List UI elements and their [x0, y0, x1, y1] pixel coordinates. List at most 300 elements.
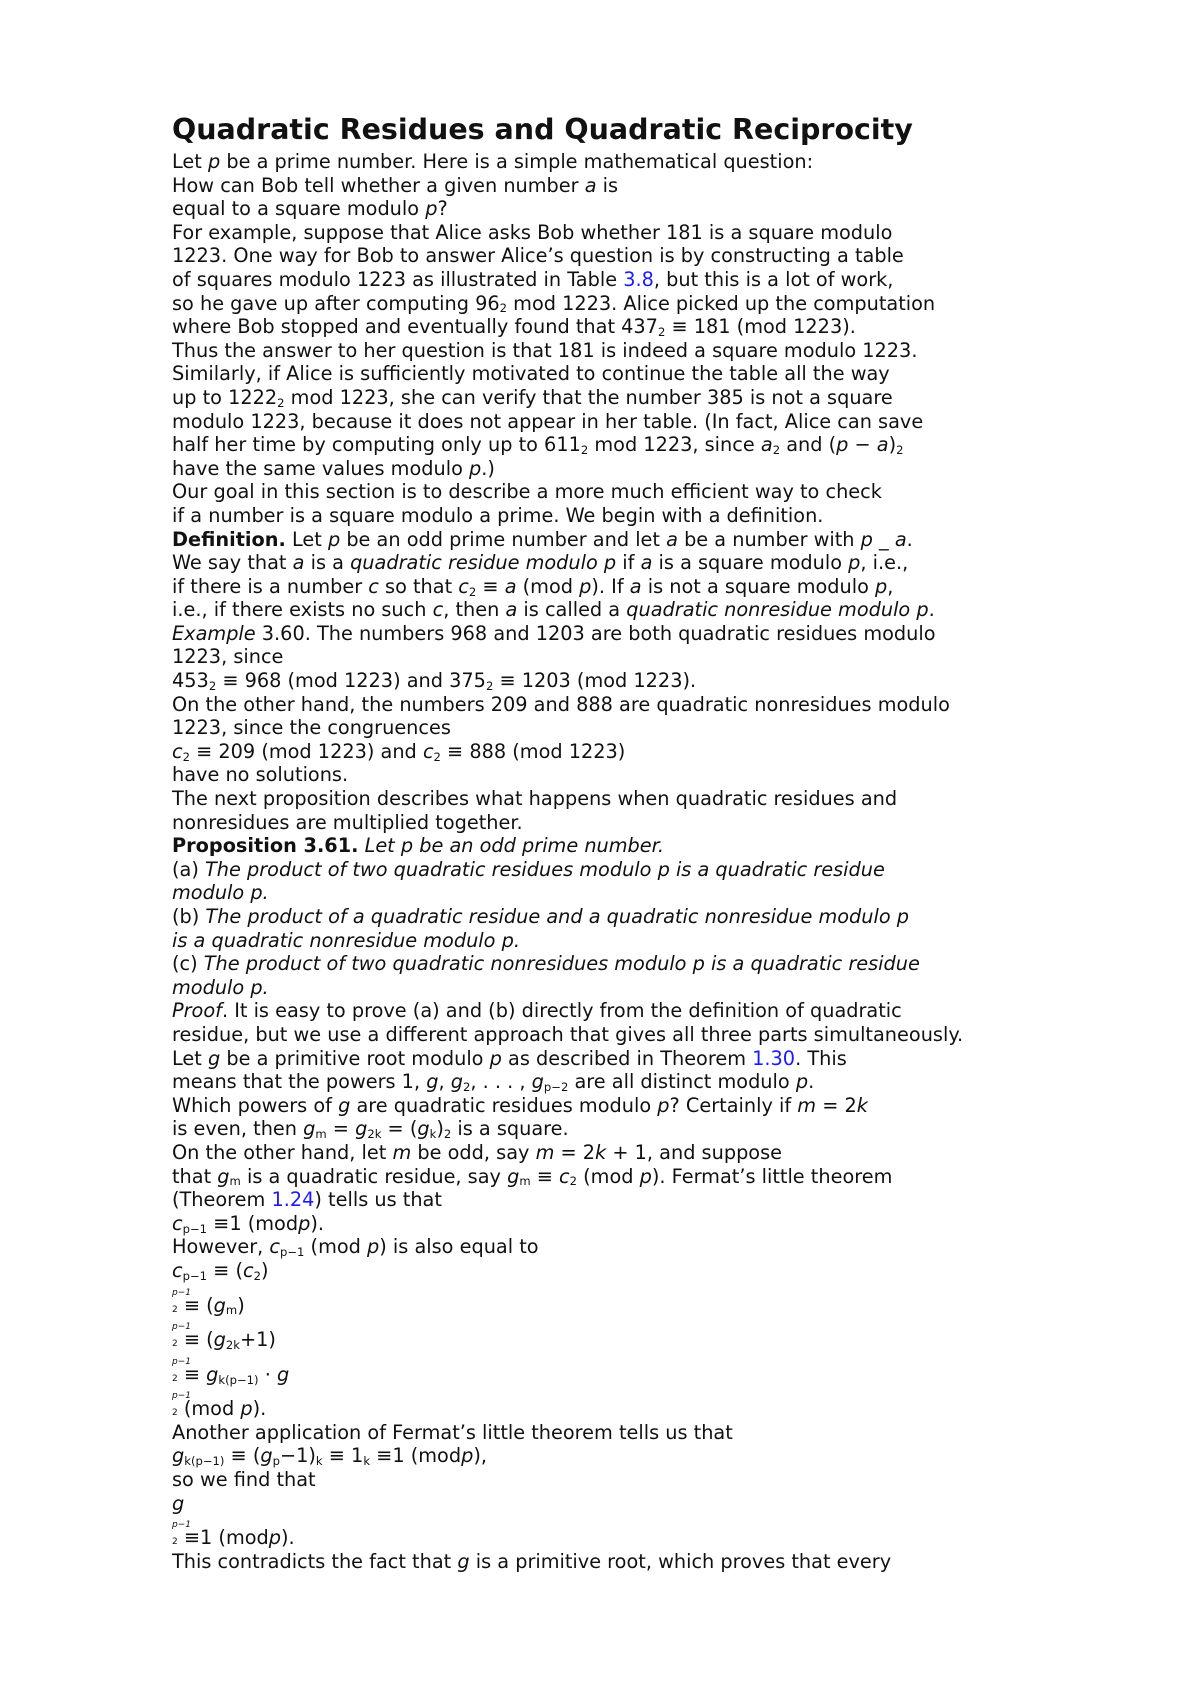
italic-fragment: g [507, 1164, 520, 1188]
text-fragment: ≡ 181 (mod 1223). [665, 315, 856, 339]
cross-reference-link[interactable]: 3.8 [623, 267, 654, 291]
text-fragment: 2 [172, 1304, 178, 1315]
subscript-fragment: 2 [580, 443, 589, 458]
subscript-fragment: m [519, 1174, 531, 1189]
italic-fragment: g [213, 1328, 226, 1352]
subscript-fragment: 2 [896, 443, 904, 458]
text-fragment: ) is also equal to [379, 1235, 539, 1259]
italic-fragment: g [172, 1491, 185, 1515]
text-fragment: ≡ ( [207, 1258, 243, 1282]
italic-fragment: p [268, 1526, 282, 1550]
italic-fragment: k [856, 1093, 868, 1117]
subscript-fragment: 2 [443, 1127, 452, 1142]
text-fragment: Our goal in this section is to describe a more much efficient way to check [172, 480, 882, 504]
text-fragment: ≡1 (mod [370, 1444, 462, 1468]
text-fragment: is a square modulo [652, 551, 849, 575]
text-line [172, 999, 1172, 1023]
italic-fragment: g [276, 1362, 290, 1386]
text-fragment: (c) [172, 952, 204, 976]
text-fragment: up to 1222 [172, 385, 278, 409]
subscript-fragment: 2k [367, 1127, 382, 1142]
text-fragment: ≡ 209 (mod 1223) and [189, 739, 423, 763]
italic-fragment: m [535, 1140, 555, 1164]
text-line [172, 528, 1172, 552]
cross-reference-link[interactable]: 1.30 [752, 1046, 796, 1070]
text-line [172, 976, 1172, 1000]
italic-fragment: p [207, 150, 221, 173]
italic-fragment: The product of two quadratic nonresidues modulo p is a quadratic residue [203, 952, 920, 976]
text-fragment: On the other hand, the numbers 209 and 888 are quadratic nonresidues modulo [172, 692, 950, 716]
text-fragment: ≡ [530, 1164, 560, 1188]
subscript-fragment: 2 [772, 443, 781, 458]
text-fragment: . It is easy to prove (a) and (b) directly from the definition of quadratic [221, 999, 902, 1023]
text-fragment: mod 1223, she can verify that the number 385 is not a square [284, 385, 893, 409]
text-fragment: . [906, 527, 913, 551]
subscript-fragment: 2 [208, 678, 217, 693]
text-fragment: , [887, 574, 894, 598]
text-fragment: be a prime number. Here is a simple mathematical question: [220, 150, 814, 173]
text-fragment: . [928, 598, 935, 622]
italic-fragment: a [504, 574, 517, 598]
text-fragment: is even, then [172, 1117, 304, 1141]
subscript-fragment: 2 [182, 749, 190, 764]
italic-fragment: c [368, 574, 379, 598]
text-fragment: half her time by computing only up to 611 [172, 433, 581, 457]
italic-fragment: g [355, 1117, 368, 1141]
italic-fragment: p [579, 574, 592, 598]
subscript-fragment: k [315, 1454, 323, 1469]
text-line [172, 881, 1172, 905]
italic-fragment: g [172, 1444, 185, 1468]
italic-fragment: p [240, 1397, 253, 1421]
text-line [172, 905, 1172, 929]
italic-fragment: k [595, 1140, 607, 1164]
text-fragment: equal to a square modulo [172, 197, 426, 221]
text-fragment: (mod [177, 1397, 241, 1421]
text-fragment: How can Bob tell whether a given number [172, 173, 585, 197]
subscript-fragment: m [229, 1174, 241, 1189]
bold-fragment: Definition. [172, 527, 286, 551]
italic-fragment: g [303, 1117, 316, 1141]
italic-fragment: m [392, 1140, 412, 1164]
text-line [172, 362, 1172, 386]
text-fragment: be an odd prime number and let [340, 527, 667, 551]
text-fragment: + 1, and suppose [606, 1140, 783, 1164]
text-fragment: is a primitive root, which proves that every [469, 1549, 892, 1573]
italic-fragment: The product of two quadratic residues modulo p is a quadratic residue [205, 857, 885, 881]
text-fragment: ≡ ( [224, 1444, 261, 1468]
text-line [172, 221, 1172, 245]
text-fragment: ≡ 888 (mod 1223) [440, 739, 626, 763]
text-fragment: , but this is a lot of work, [653, 267, 894, 291]
text-fragment: means that the powers 1, [172, 1070, 427, 1094]
italic-fragment: quadratic nonresidue modulo p [626, 598, 929, 622]
subscript-fragment: 2 [657, 325, 666, 340]
italic-fragment: g [450, 1070, 463, 1094]
text-fragment: if [616, 551, 641, 575]
subscript-fragment: 2 [462, 1080, 471, 1095]
italic-fragment: modulo p. [172, 975, 269, 999]
text-line [172, 1421, 1172, 1445]
text-line [172, 1165, 1172, 1189]
exponent-fragment: p−1 [172, 1391, 191, 1402]
italic-fragment: Example [172, 621, 256, 645]
text-fragment: 1223, since the congruences [172, 716, 451, 740]
text-fragment: ). [252, 1397, 267, 1421]
italic-fragment: a [666, 527, 678, 551]
text-line [172, 504, 1172, 528]
text-line [172, 1328, 1172, 1352]
text-fragment: For example, suppose that Alice asks Bob whether 181 is a square modulo [172, 220, 893, 244]
italic-fragment: a [629, 574, 642, 598]
bold-fragment: Proposition 3.61. [172, 834, 359, 858]
text-line [172, 811, 1172, 835]
text-fragment: ≡1 (mod [207, 1211, 299, 1235]
italic-fragment: p [425, 197, 438, 221]
italic-fragment: c [458, 574, 469, 598]
text-fragment: ? [437, 197, 448, 221]
italic-fragment: p [461, 1444, 474, 1468]
italic-fragment: a [584, 173, 597, 197]
subscript-fragment: 2 [569, 1174, 578, 1189]
text-fragment: Let [172, 150, 208, 173]
text-fragment: (mod [516, 574, 580, 598]
text-fragment: are all distinct modulo [568, 1070, 796, 1094]
subscript-fragment: 2 [253, 1268, 261, 1283]
text-fragment: as described in Theorem [501, 1046, 753, 1070]
text-line [172, 244, 1172, 268]
text-line [172, 1386, 1172, 1402]
text-fragment: ≡ [177, 1362, 207, 1386]
document-body [172, 150, 1172, 1573]
italic-fragment: p [875, 574, 888, 598]
italic-fragment: is a quadratic nonresidue modulo p. [172, 928, 520, 952]
text-line [172, 386, 1172, 410]
exponent-fragment: p−1 [172, 1322, 191, 1333]
text-fragment: Similarly, if Alice is sufficiently motivated to continue the table all the way [172, 362, 890, 386]
subscript-fragment: 2 [499, 301, 508, 316]
text-fragment: .) [481, 456, 495, 480]
text-fragment: (mod [304, 1235, 368, 1259]
text-fragment: is a [304, 551, 351, 575]
text-fragment: be a number with [677, 527, 861, 551]
text-line [172, 740, 1172, 764]
text-fragment: Let [172, 1046, 208, 1070]
subscript-fragment: k(p−1) [184, 1454, 225, 1469]
text-fragment: residue, but we use a different approach that gives all three parts simultaneously. [172, 1022, 964, 1046]
italic-fragment: g [207, 1046, 221, 1070]
italic-fragment: a [894, 527, 907, 551]
text-line [172, 1141, 1172, 1165]
text-line [172, 693, 1172, 717]
italic-fragment: c [559, 1164, 570, 1188]
text-fragment: ) tells us that [314, 1188, 442, 1212]
text-line [172, 1259, 1172, 1283]
text-line [172, 763, 1172, 787]
text-fragment: . [808, 1070, 815, 1094]
subscript-fragment: 2 [485, 678, 494, 693]
text-fragment: Thus the answer to her question is that 181 is indeed a square modulo 1223. [172, 338, 918, 362]
text-fragment: ≡ ( [177, 1293, 214, 1317]
text-fragment: ≡ [476, 574, 505, 598]
italic-fragment: p [327, 527, 341, 551]
text-fragment: where Bob stopped and eventually found that 437 [172, 315, 658, 339]
italic-fragment: g [217, 1164, 230, 1188]
italic-fragment: g [260, 1444, 273, 1468]
subscript-fragment: m [225, 1303, 238, 1318]
text-line [172, 150, 1172, 174]
text-fragment: , [438, 1070, 451, 1094]
subscript-fragment: 2 [277, 395, 285, 410]
text-fragment: and ( [780, 433, 837, 457]
text-fragment: , then [443, 598, 506, 622]
italic-fragment: modulo p. [172, 881, 269, 905]
text-line [172, 268, 1172, 292]
text-fragment: modulo 1223, because it does not appear in her table. (In fact, Alice can save [172, 409, 924, 433]
text-fragment: We say that [172, 551, 293, 575]
subscript-fragment: 2 [468, 584, 477, 599]
text-line [172, 1212, 1172, 1236]
italic-fragment: g [426, 1070, 439, 1094]
text-fragment: ), [473, 1444, 487, 1468]
subscript-fragment: m [315, 1127, 327, 1142]
text-fragment: have the same values modulo [172, 456, 470, 480]
text-fragment: This contradicts the fact that [172, 1549, 458, 1573]
text-line [172, 952, 1172, 976]
italic-fragment: c [269, 1235, 280, 1259]
text-fragment: Which powers of [172, 1093, 339, 1117]
text-fragment: 2 [172, 1373, 178, 1384]
italic-fragment: g [338, 1093, 351, 1117]
subscript-fragment: k [363, 1454, 371, 1469]
page-title: Quadratic Residues and Quadratic Reciprocity [172, 113, 913, 146]
text-fragment: ≡ 1203 (mod 1223). [493, 669, 697, 693]
text-fragment: ≡ 1 [322, 1444, 364, 1468]
subscript-fragment: 2 [433, 749, 441, 764]
text-line [172, 622, 1172, 646]
text-line [172, 410, 1172, 434]
italic-fragment: p [657, 1093, 670, 1117]
text-line [172, 1550, 1172, 1574]
text-fragment: = 2 [554, 1140, 596, 1164]
subscript-fragment: p−2 [543, 1080, 569, 1095]
subscript-fragment: 2k [225, 1337, 240, 1352]
text-line [172, 1235, 1172, 1259]
text-line [172, 1094, 1172, 1118]
subscript-fragment: k(p−1) [218, 1372, 259, 1387]
text-fragment: ). [281, 1526, 295, 1550]
text-line [172, 575, 1172, 599]
exponent-fragment: p−1 [172, 1356, 191, 1367]
text-fragment: Let [285, 527, 328, 551]
text-line [172, 1283, 1172, 1298]
italic-fragment: Let p be an odd prime number. [364, 834, 664, 858]
italic-fragment: p [298, 1211, 311, 1235]
text-line [172, 1515, 1172, 1531]
text-line [172, 1363, 1172, 1387]
text-line [172, 1444, 1172, 1468]
italic-fragment: c [422, 739, 434, 763]
text-line [172, 1070, 1172, 1094]
text-line [172, 433, 1172, 457]
text-fragment: of squares modulo 1223 as illustrated in Table [172, 267, 624, 291]
text-fragment: 1223, since [172, 645, 284, 669]
text-fragment: is not a square modulo [641, 574, 876, 598]
text-fragment: ≡ 968 (mod 1223) and 375 [216, 669, 486, 693]
italic-fragment: p [489, 1046, 502, 1070]
italic-fragment: p [639, 1164, 652, 1188]
text-line [172, 1397, 1172, 1421]
text-line [172, 669, 1172, 693]
text-line [172, 1023, 1172, 1047]
text-fragment: ) [888, 433, 897, 457]
italic-fragment: g [457, 1549, 470, 1573]
text-fragment: − [848, 433, 877, 457]
text-line [172, 716, 1172, 740]
text-line [172, 1317, 1172, 1333]
exponent-fragment: p−1 [172, 1520, 191, 1531]
text-fragment: The next proposition describes what happens when quadratic residues and [172, 787, 898, 811]
text-fragment: mod 1223, since [588, 433, 761, 457]
italic-fragment: g [206, 1362, 219, 1386]
text-fragment: 2 [172, 1408, 178, 1419]
text-fragment: , i.e., [860, 551, 909, 575]
text-line [172, 292, 1172, 316]
text-fragment: be a primitive root modulo [220, 1046, 490, 1070]
text-line [172, 1492, 1172, 1516]
text-fragment: · [258, 1362, 277, 1386]
exponent-fragment: p−1 [172, 1287, 191, 1298]
text-fragment: (Theorem [172, 1188, 272, 1212]
text-fragment: mod 1223. Alice picked up the computation [507, 291, 936, 315]
text-fragment: (a) [172, 857, 205, 881]
text-fragment: 3.60. The numbers 968 and 1203 are both quadratic residues modulo [255, 621, 936, 645]
text-fragment: = ( [381, 1117, 418, 1141]
text-fragment: so we find that [172, 1468, 316, 1492]
italic-fragment: c [242, 1258, 254, 1282]
text-line [172, 1188, 1172, 1212]
text-line [172, 197, 1172, 221]
italic-fragment: c [172, 739, 183, 763]
text-fragment: be odd, say [411, 1140, 536, 1164]
italic-fragment: p [795, 1070, 809, 1094]
text-fragment: is a square. [451, 1117, 569, 1141]
text-line [172, 551, 1172, 575]
text-line [172, 1468, 1172, 1492]
text-fragment: so he gave up after computing 96 [172, 291, 500, 315]
text-line [172, 645, 1172, 669]
text-fragment: if there is a number [172, 574, 369, 598]
italic-fragment: p [860, 527, 873, 551]
text-fragment: is [596, 173, 619, 197]
text-fragment: , . . . , [470, 1070, 532, 1094]
italic-fragment: a [760, 433, 773, 457]
text-line [172, 1047, 1172, 1071]
text-fragment: 453 [172, 669, 209, 693]
text-fragment: −1) [279, 1444, 316, 1468]
text-fragment: is called a [517, 598, 627, 622]
text-line [172, 787, 1172, 811]
italic-fragment: g [213, 1293, 226, 1317]
subscript-fragment: p−1 [182, 1268, 208, 1283]
text-line [172, 339, 1172, 363]
italic-fragment: The product of a quadratic residue and a quadratic nonresidue modulo p [205, 905, 910, 928]
cross-reference-link[interactable]: 1.24 [271, 1188, 315, 1212]
text-fragment: (mod [577, 1164, 640, 1188]
italic-fragment: quadratic residue modulo p [350, 551, 617, 575]
text-fragment: ). If [591, 574, 630, 598]
text-line [172, 174, 1172, 198]
subscript-fragment: p−1 [182, 1221, 208, 1236]
text-line [172, 929, 1172, 953]
italic-fragment: a [505, 598, 518, 622]
text-line [172, 480, 1172, 504]
text-fragment: = [326, 1117, 356, 1141]
document-page [172, 110, 1172, 1573]
text-fragment: if a number is a square modulo a prime. We begin with a definition. [172, 503, 824, 527]
text-fragment: On the other hand, let [172, 1140, 393, 1164]
text-fragment: ). [310, 1211, 324, 1235]
text-line [172, 457, 1172, 481]
text-line [172, 1117, 1172, 1141]
italic-fragment: c [432, 598, 444, 622]
text-fragment: = 2 [816, 1093, 857, 1117]
text-fragment: ). Fermat’s little theorem [651, 1164, 893, 1188]
text-line [172, 1352, 1172, 1367]
text-fragment: ≡1 (mod [177, 1526, 269, 1550]
text-line [172, 315, 1172, 339]
text-line [172, 834, 1172, 858]
text-fragment: i.e., if there exists no such [172, 598, 433, 622]
italic-fragment: c [172, 1258, 183, 1282]
text-fragment: nonresidues are multiplied together. [172, 810, 523, 834]
text-fragment: (b) [172, 905, 206, 928]
text-fragment: have no solutions. [172, 763, 349, 787]
italic-fragment: g [417, 1117, 430, 1141]
text-fragment: However, [172, 1235, 270, 1259]
italic-fragment: a [640, 551, 653, 575]
text-fragment: are quadratic residues modulo [350, 1093, 658, 1117]
text-fragment: Another application of Fermat’s little theorem tells us that [172, 1420, 733, 1444]
text-fragment: ≡ ( [177, 1328, 214, 1352]
italic-fragment: c [172, 1211, 183, 1235]
italic-fragment: p [836, 433, 849, 457]
text-fragment: ) [237, 1293, 245, 1317]
text-fragment: ) [260, 1258, 269, 1282]
text-fragment: 1223. One way for Bob to answer Alice’s question is by constructing a table [172, 244, 904, 268]
text-fragment: 2 [172, 1537, 178, 1548]
text-fragment: 2 [172, 1339, 178, 1350]
italic-fragment: a [292, 551, 305, 575]
text-fragment: +1) [240, 1328, 276, 1352]
italic-fragment: Proof [172, 999, 222, 1023]
text-line [172, 598, 1172, 622]
text-fragment: . This [795, 1046, 847, 1070]
subscript-fragment: k [429, 1127, 437, 1142]
text-fragment: that [172, 1164, 218, 1188]
italic-fragment: p [367, 1235, 380, 1259]
text-fragment: so that [378, 574, 459, 598]
text-fragment: is a quadratic residue, say [240, 1164, 508, 1188]
subscript-fragment: p−1 [280, 1245, 305, 1260]
italic-fragment: p [469, 456, 482, 480]
text-line [172, 1294, 1172, 1318]
italic-fragment: m [797, 1093, 817, 1117]
italic-fragment: a [876, 433, 889, 457]
italic-fragment: g [531, 1070, 544, 1094]
text-line [172, 1526, 1172, 1550]
text-fragment: _ [872, 527, 895, 551]
